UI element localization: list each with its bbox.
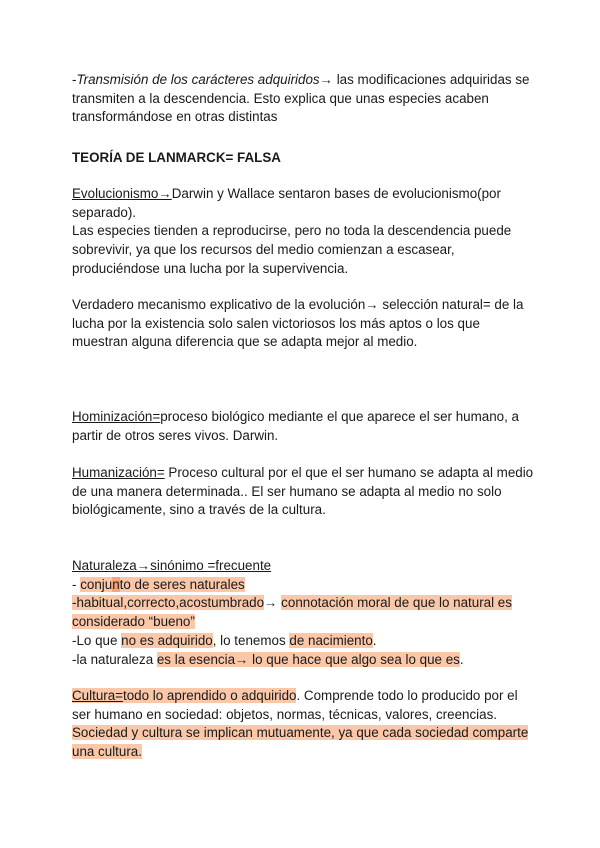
highlight: conju <box>80 576 113 592</box>
highlight: connotación moral de que lo natural es considerado “bueno” <box>72 595 512 630</box>
paragraph-cultura <box>72 687 534 762</box>
arrow-text: → <box>264 595 282 611</box>
paragraph-evolucionismo <box>72 185 534 279</box>
paragraph-humanizacion <box>72 464 534 520</box>
line-text: . <box>459 651 464 667</box>
line-text: , lo tenemos <box>212 632 290 648</box>
paragraph-hominizacion <box>72 408 534 445</box>
line-text: . <box>372 632 377 648</box>
paragraph-transmision <box>72 71 534 127</box>
list-dash: - <box>72 576 81 592</box>
paragraph-text: → las modificaciones adquiridas se transmiten a la descendencia. Esto explica que unas especies acaben transformándose en otras distintas <box>72 72 530 125</box>
paragraph-text: . Comprende todo lo producido por el ser humano en sociedad: objetos, normas, técnicas, valores, creencias. <box>72 688 518 722</box>
line-text: -la naturaleza <box>72 651 157 667</box>
paragraph-text: Proceso cultural por el que el ser humano se adapta al medio de una manera determinada.. El ser humano se adapta al medio no solo biológicamente, sino a través de la cultura. <box>72 465 534 518</box>
paragraph-text: proceso biológico mediante el que aparece el ser humano, a partir de otros seres vivos. Darwin. <box>72 409 520 443</box>
term-evolucionismo: Evolucionismo→ <box>72 186 172 201</box>
highlight: es la esencia→ lo que hace que algo sea lo que es <box>156 651 460 667</box>
highlight: -habitual,correcto,acostumbrado <box>72 595 265 611</box>
term-hominizacion: Hominización= <box>72 409 161 424</box>
paragraph-naturaleza <box>72 557 534 669</box>
highlight: no es adquirido <box>121 632 213 648</box>
paragraph-text: Darwin y Wallace sentaron bases de evolucionismo(por separado). <box>72 186 501 220</box>
highlight: Sociedad y cultura se implican mutuamente, ya que cada sociedad comparte una cultura. <box>72 725 529 760</box>
paragraph-seleccion-natural: Verdadero mecanismo explicativo de la evolución→ selección natural= de la lucha por la existencia solo salen victoriosos los más aptos o los que muestran alguna diferencia que se adapta mejor al medio. <box>72 297 524 350</box>
term-naturaleza: Naturaleza→sinónimo =frecuente <box>72 558 272 573</box>
highlight: to de seres naturales <box>119 576 245 592</box>
paragraph-text-2: Las especies tienden a reproducirse, pero no toda la descendencia puede sobrevivir, ya que los recursos del medio comienzan a escasear, produciéndose una lucha por la supervivencia. <box>72 223 512 276</box>
italic-term: Transmisión de los carácteres adquiridos <box>76 72 320 87</box>
highlight-strong: n <box>112 576 120 592</box>
section-heading: TEORÍA DE LANMARCK= FALSA <box>72 150 281 165</box>
highlight: de nacimiento <box>289 632 373 648</box>
line-text: -Lo que <box>72 632 122 648</box>
dash: - <box>72 72 77 87</box>
term-cultura: Cultura= <box>72 688 123 703</box>
highlight: todo lo aprendido o adquirido <box>123 688 297 703</box>
term-humanizacion: Humanización= <box>72 465 165 480</box>
